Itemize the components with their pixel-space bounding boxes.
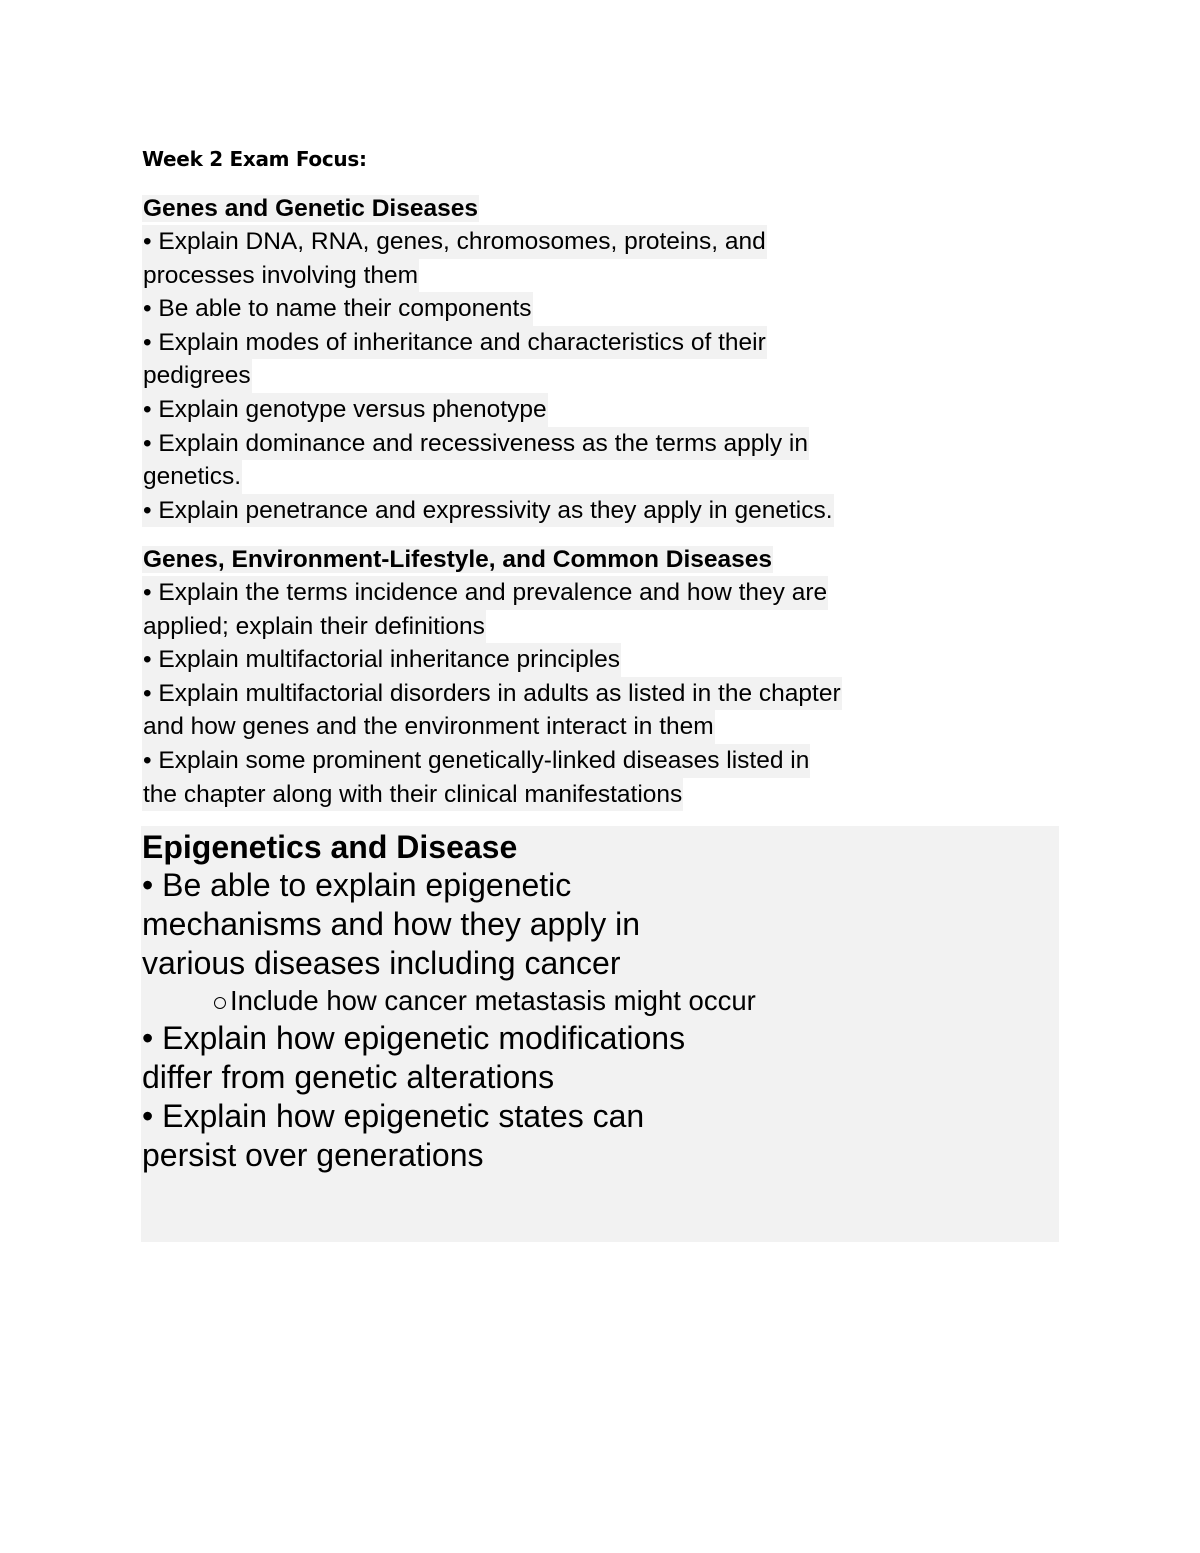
list-item: • Explain modes of inheritance and characteristics of their pedigrees <box>142 326 834 393</box>
section-heading: Genes and Genetic Diseases <box>143 195 478 222</box>
section-genes-and-genetic-diseases <box>142 192 834 527</box>
section-genes-environment-lifestyle <box>142 543 842 811</box>
list-item: • Explain how epigenetic modifications differ from genetic alterations <box>142 1020 686 1095</box>
list-item: • Be able to explain epigenetic mechanisms and how they apply in various diseases including cancer <box>142 867 641 981</box>
section-epigenetics-and-disease <box>141 826 1059 1242</box>
list-item: • Explain genotype versus phenotype <box>142 393 834 427</box>
list-item: • Explain penetrance and expressivity as they apply in genetics. <box>142 494 834 528</box>
section-heading: Genes, Environment-Lifestyle, and Common Diseases <box>143 546 773 573</box>
list-item: • Explain the terms incidence and prevalence and how they are applied; explain their definitions <box>142 576 842 643</box>
sub-list-item: Include how cancer metastasis might occur <box>142 983 756 1019</box>
section-heading: Epigenetics and Disease <box>142 829 518 865</box>
list-item: • Explain how epigenetic states can persist over generations <box>142 1098 645 1173</box>
list-item: • Explain multifactorial inheritance principles <box>142 643 842 677</box>
list-item: • Explain some prominent genetically-linked diseases listed in the chapter along with their clinical manifestations <box>142 744 842 811</box>
list-item: • Explain dominance and recessiveness as the terms apply in genetics. <box>142 427 834 494</box>
list-item: • Explain DNA, RNA, genes, chromosomes, proteins, and processes involving them <box>142 225 834 292</box>
list-item: • Explain multifactorial disorders in adults as listed in the chapter and how genes and the environment interact in them <box>142 677 842 744</box>
circle-bullet-icon <box>214 997 226 1009</box>
document-title: Week 2 Exam Focus: <box>142 147 367 171</box>
list-item: • Be able to name their components <box>142 292 834 326</box>
